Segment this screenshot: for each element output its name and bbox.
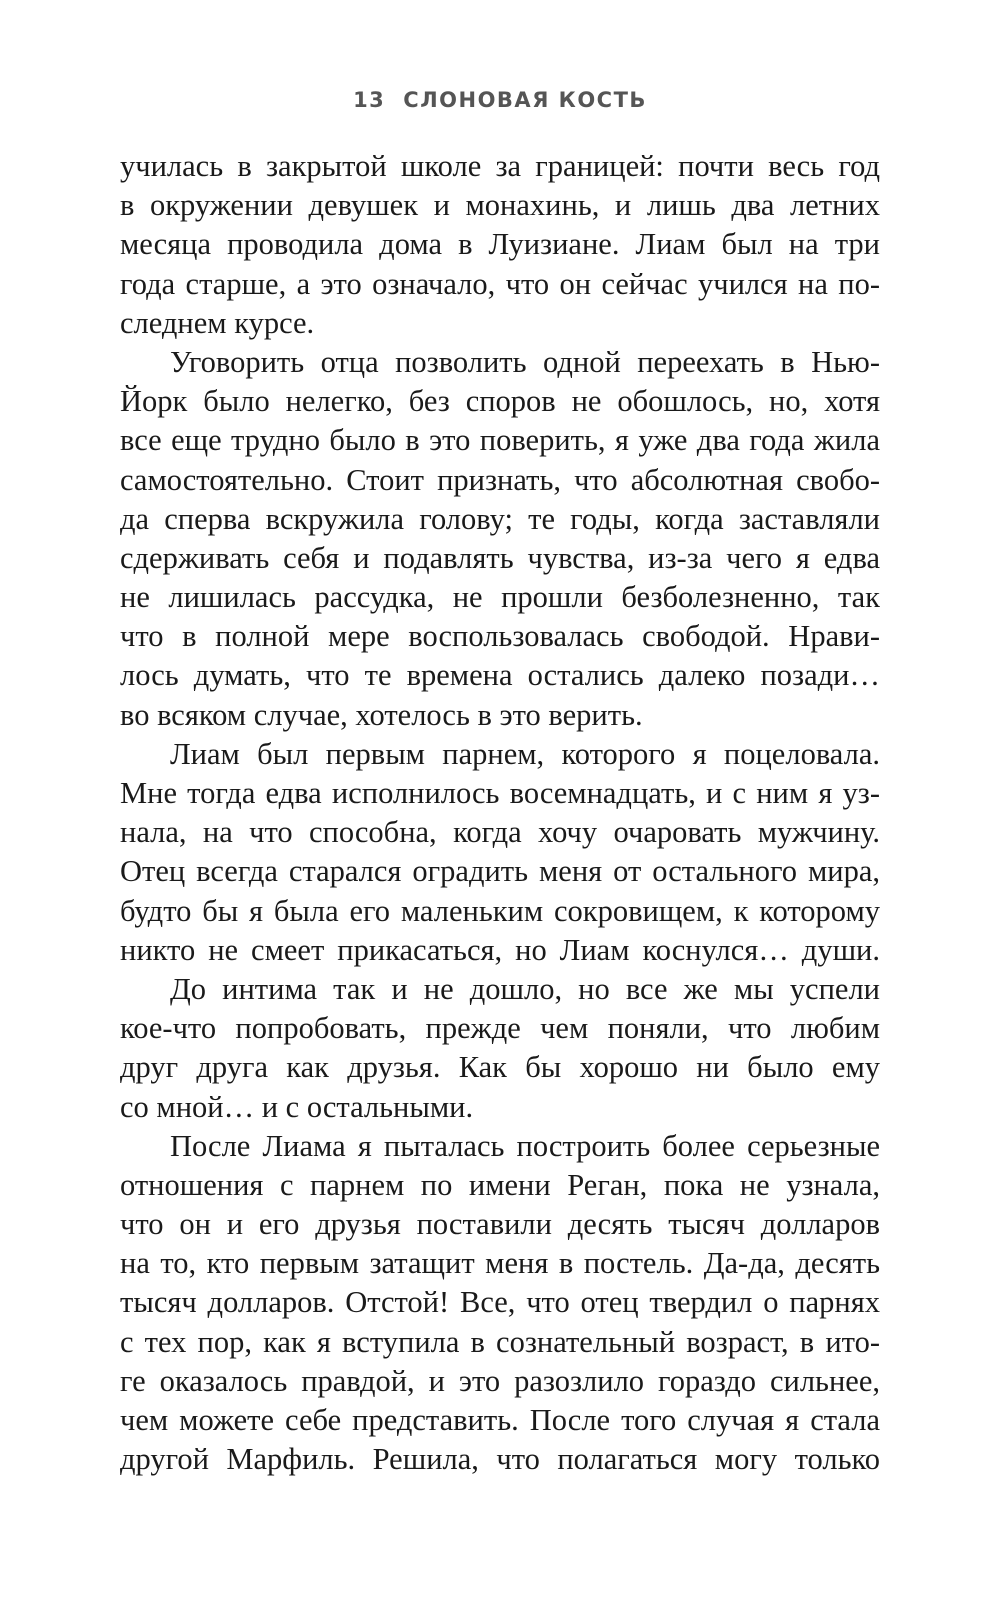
text-line: ге оказалось правдой, и это разозлило гораздо сильнее, xyxy=(120,1363,880,1398)
text-line: лось думать, что те времена остались далеко позади… xyxy=(120,658,880,693)
text-line: во всяком случае, хотелось в это верить. xyxy=(120,697,643,732)
text-line: училась в закрытой школе за границей: почти весь год xyxy=(120,149,880,183)
text-line: другой Марфиль. Решила, что полагаться могу только xyxy=(120,1442,880,1477)
text-line: следнем курсе. xyxy=(120,305,315,340)
text-line: самостоятельно. Стоит признать, что абсолютная свобо- xyxy=(120,462,880,497)
body-text xyxy=(120,147,880,1479)
text-line: тысяч долларов. Отстой! Все, что отец твердил о парнях xyxy=(120,1285,880,1320)
text-line: друг друга как друзья. Как бы хорошо ни было ему xyxy=(120,1050,880,1085)
text-line: да сперва вскружила голову; те годы, когда заставляли xyxy=(120,501,880,536)
text-line: все еще трудно было в это поверить, я уже два года жила xyxy=(120,423,880,458)
text-line: нала, на что способна, когда хочу очаровать мужчину. xyxy=(120,815,880,850)
text-line: сдерживать себя и подавлять чувства, из-за чего я едва xyxy=(120,540,880,575)
running-head xyxy=(0,88,1000,112)
text-line: никто не смеет прикасаться, но Лиам коснулся… души. xyxy=(120,932,880,967)
text-line: кое-что попробовать, прежде чем поняли, что любим xyxy=(120,1011,880,1046)
text-line: месяца проводила дома в Луизиане. Лиам был на три xyxy=(120,227,880,262)
running-title: СЛОНОВАЯ КОСТЬ xyxy=(403,88,647,112)
text-line: Уговорить отца позволить одной переехать в Нью- xyxy=(170,344,880,379)
text-line: что он и его друзья поставили десять тысяч долларов xyxy=(120,1207,880,1242)
text-line: Лиам был первым парнем, которого я поцеловала. xyxy=(170,736,880,771)
text-line: отношения с парнем по имени Реган, пока не узнала, xyxy=(120,1167,880,1202)
text-line: на то, кто первым затащит меня в постель. Да-да, десять xyxy=(120,1246,880,1281)
text-line: чем можете себе представить. После того случая я стала xyxy=(120,1403,880,1437)
text-line: будто бы я была его маленьким сокровищем, к которому xyxy=(120,893,880,928)
text-line: Мне тогда едва исполнилось восемнадцать, и с ним я уз- xyxy=(120,776,880,810)
text-line: До интима так и не дошло, но все же мы успели xyxy=(170,971,880,1006)
text-line: После Лиама я пыталась построить более серьезные xyxy=(170,1128,880,1163)
page-number: 13 xyxy=(353,88,386,112)
text-line: что в полной мере воспользовалась свободой. Нрави- xyxy=(120,619,880,654)
text-line: Йорк было нелегко, без споров не обошлось, но, хотя xyxy=(120,384,880,419)
text-line: со мной… и с остальными. xyxy=(120,1089,474,1124)
text-line: с тех пор, как я вступила в сознательный возраст, в ито- xyxy=(120,1324,880,1359)
text-line: года старше, а это означало, что он сейчас учился на по- xyxy=(120,266,880,301)
text-line: в окружении девушек и монахинь, и лишь два летних xyxy=(120,188,880,223)
text-line: Отец всегда старался оградить меня от остального мира, xyxy=(120,854,880,889)
text-line: не лишилась рассудка, не прошли безболезненно, так xyxy=(120,580,880,615)
